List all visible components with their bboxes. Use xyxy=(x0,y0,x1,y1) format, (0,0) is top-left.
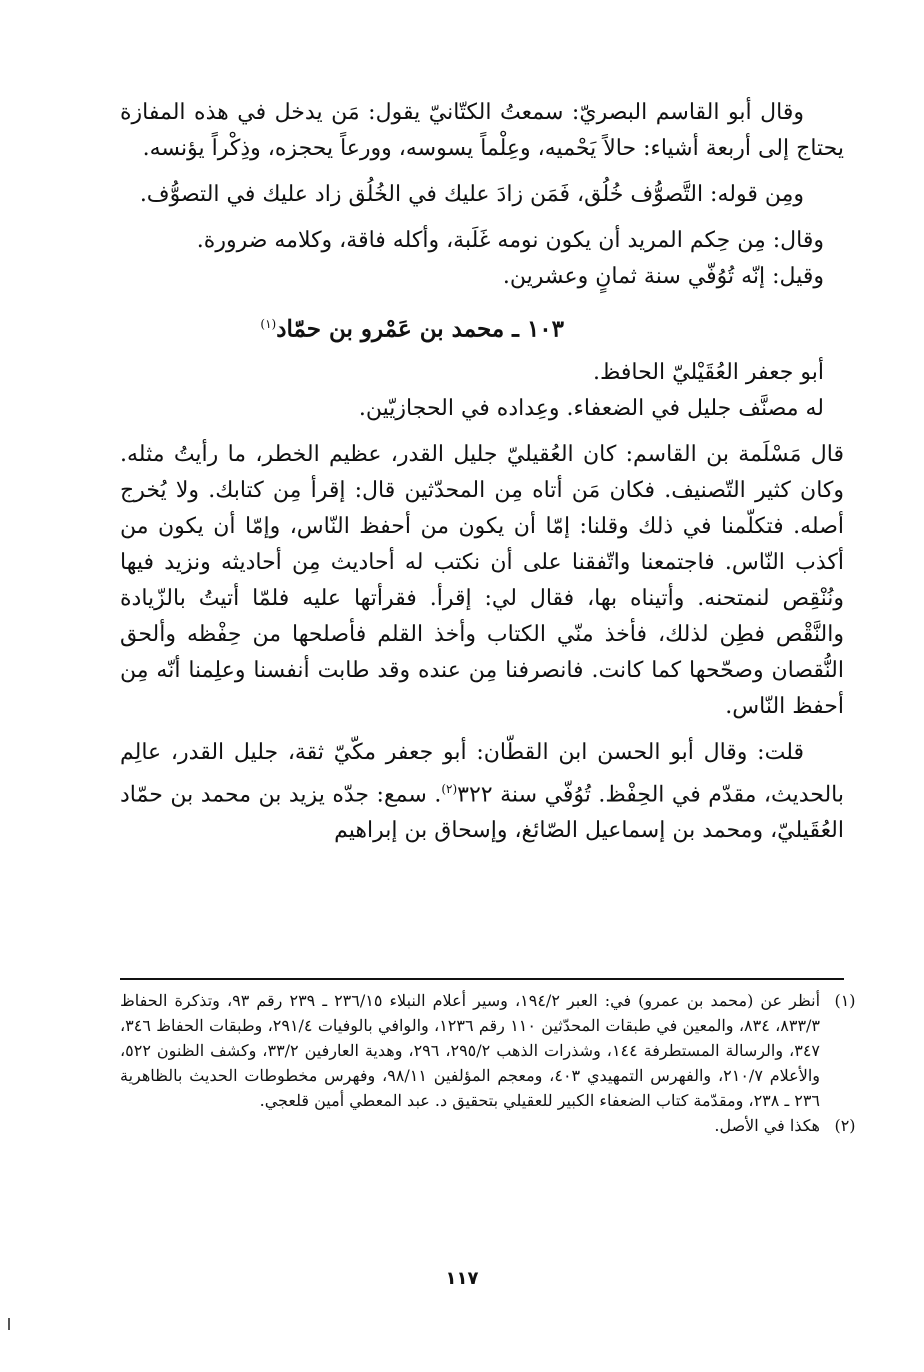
entry-heading xyxy=(120,305,844,349)
footnote-1 xyxy=(120,988,870,1113)
footnotes xyxy=(120,988,870,1138)
paragraph-qattan-b: . سمع: جدّه يزيد بن محمد بن حمّاد العُقَيليّ، ومحمد بن إسماعيل الصّائغ، وإسحاق بن إبراهيم xyxy=(120,781,844,843)
entry-kunya: أبو جعفر العُقَيْليّ الحافظ. xyxy=(593,359,824,385)
page-number: ١١٧ xyxy=(445,1268,479,1289)
paragraph-tasawwuf: ومِن قوله: التَّصوُّف خُلُق، فَمَن زادَ عليك في الخُلُق زاد عليك في التصوُّف. xyxy=(139,182,804,207)
footnote-2 xyxy=(120,1113,870,1138)
paragraph-murid: وقال: مِن حِكم المريد أن يكون نومه غَلَبة، وأكله فاقة، وكلامه ضرورة. xyxy=(196,228,824,253)
footnote-marker-1: (١) xyxy=(260,317,277,331)
paragraph-qattan xyxy=(120,735,844,849)
paragraph-qattan-a: قلت: وقال أبو الحسن ابن القطّان: أبو جعفر مكّيّ ثقة، جليل القدر، عالِم بالحديث، مقدّم في الحِفْظ. تُوُفّي سنة ٣٢٢ xyxy=(120,739,844,807)
entry-heading-text: ١٠٣ ـ محمد بن عَمْرو بن حمّاد xyxy=(276,315,564,343)
footnote-marker-2: (٢) xyxy=(441,781,458,796)
paragraph-maslama: قال مَسْلَمة بن القاسم: كان العُقيليّ جليل القدر، عظيم الخطر، ما رأيتُ مثله. وكان كثير التّصنيف. فكان مَن أتاه مِن المحدّثين قال: إقرأ مِن كتابك. ولا يُخرج أصله. فتكلّمنا في ذلك وقلنا: إمّا أن يكون من أحفظ النّاس، وإمّا أن يكون من أكذب النّاس. فاجتمعنا واتّفقنا على أن نكتب له أحاديث مِن أحاديثه ونزيد فيها ونُنْقِص لنمتحنه. وأتيناه بها، فقال لي: إقرأ. فقرأتها عليه فلمّا أتيتُ بالزّيادة والنَّقْص فطِن لذلك، فأخذ منّي الكتاب وأخذ القلم فأصلحها من حِفْظه وألحق النُّقصان وصحّحها كما كانت. فانصرفنا مِن عنده وقد طابت أنفسنا وعلِمنا أنّه مِن أحفظ النّاس. xyxy=(120,441,844,719)
entry-work: له مصنَّف جليل في الضعفاء. وعِداده في الحجازيّين. xyxy=(358,395,824,421)
footnote-1-text: أنظر عن (محمد بن عمرو) في: العبر ١٩٤/٢، وسير أعلام النبلاء ٢٣٦/١٥ ـ ٢٣٩ رقم ٩٣، وتذكرة الحفاظ ٨٣٣/٣، ٨٣٤، والمعين في طبقات المحدّثين ١١٠ رقم ١٢٣٦، والوافي بالوفيات ٢٩١/٤، وطبقات الحفاظ ٣٤٦، ٣٤٧، والرسالة المستطرفة ١٤٤، وشذرات الذهب ٢٩٥/٢، ٢٩٦، وهدية العارفين ٣٣/٢، وكشف الظنون ٥٢٢، والأعلام ٢١٠/٧، والفهرس التمهيدي ٤٠٣، ومعجم المؤلفين ٩٨/١١، وفهرس مخطوطات الحديث بالظاهرية ٢٣٦ ـ ٢٣٨، ومقدّمة كتاب الضعفاء الكبير للعقيلي بتحقيق د. عبد المعطي أمين قلعجي. xyxy=(120,991,821,1110)
main-text xyxy=(120,95,844,849)
footnote-2-text: هكذا في الأصل. xyxy=(714,1116,820,1135)
paragraph-kattani-saying: وقال أبو القاسم البصريّ: سمعتُ الكتّانيّ يقول: مَن يدخل في هذه المفازة يحتاج إلى أربعة أشياء: حالاً يَحْميه، وعِلْماً يسوسه، وورعاً يحجزه، وذِكْراً يؤنسه. xyxy=(120,100,844,161)
scan-mark xyxy=(8,1318,10,1330)
footnote-divider xyxy=(120,978,844,980)
footnote-1-number: (١) xyxy=(834,991,856,1010)
footnote-2-number: (٢) xyxy=(834,1116,856,1135)
paragraph-death: وقيل: إنّه تُوُفّي سنة ثمانٍ وعشرين. xyxy=(502,264,824,289)
